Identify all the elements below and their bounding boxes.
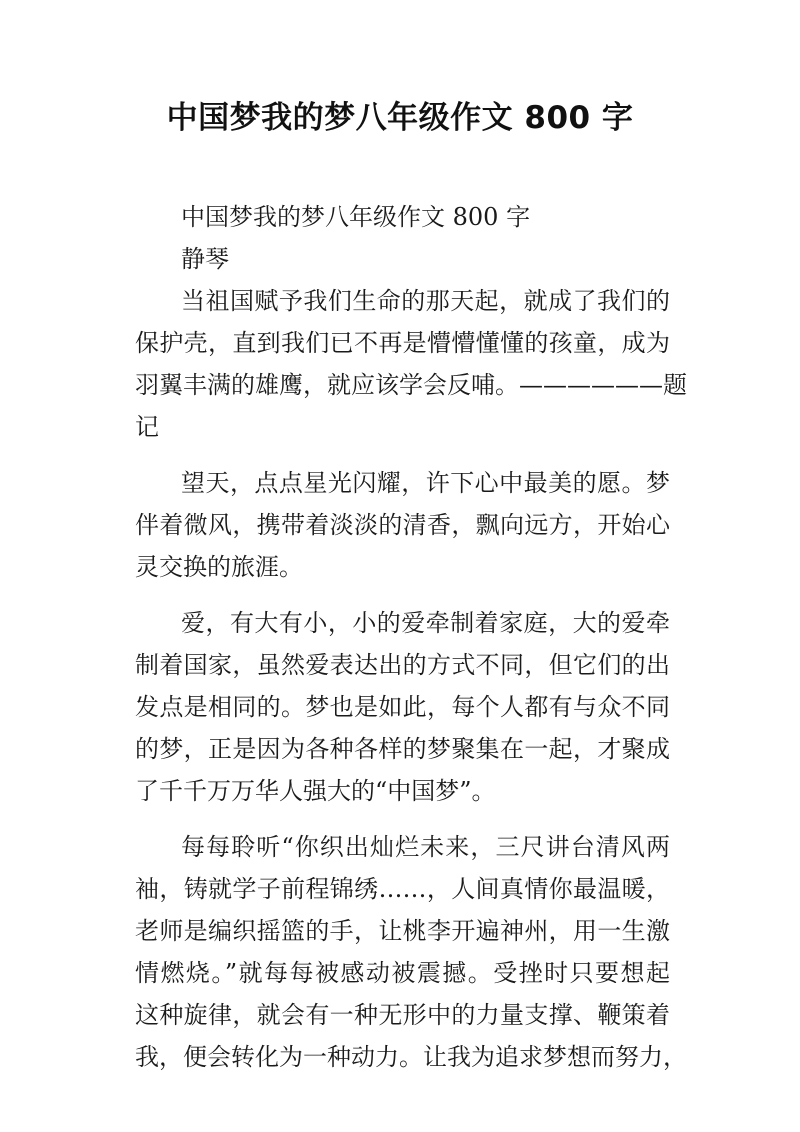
paragraph-line: 记: [135, 413, 159, 441]
paragraph-line: 我，便会转化为一种动力。让我为追求梦想而努力，: [135, 1043, 687, 1071]
paragraph-line: 了千千万万华人强大的“中国梦”。: [135, 777, 496, 805]
essay-body: [135, 196, 687, 1078]
paragraph-love: [135, 602, 670, 812]
paragraph-line: 当祖国赋予我们生命的那天起，就成了我们的: [181, 287, 670, 315]
paragraph-line: 袖，铸就学子前程锦绣……，人间真情你最温暖，: [135, 875, 670, 903]
paragraph-line: 发点是相同的。梦也是如此，每个人都有与众不同: [135, 693, 670, 721]
paragraph-epigraph: [135, 280, 687, 448]
paragraph-line: 望天，点点星光闪耀，许下心中最美的愿。梦: [181, 469, 670, 497]
paragraph-line: 羽翼丰满的雄鹰，就应该学会反哺。——————题: [135, 371, 687, 399]
essay-subtitle: 中国梦我的梦八年级作文 800 字: [181, 203, 531, 231]
paragraph-line: 保护壳，直到我们已不再是懵懵懂懂的孩童，成为: [135, 329, 670, 357]
page-title: 中国梦我的梦八年级作文 800 字: [166, 100, 634, 136]
paragraph-line: 老师是编织摇篮的手，让桃李开遍神州，用一生激: [135, 917, 670, 945]
paragraph-stars: [135, 462, 670, 588]
paragraph-line: 灵交换的旅涯。: [135, 553, 303, 581]
author-name: 静琴: [181, 245, 229, 273]
paragraph-line: 制着国家，虽然爱表达出的方式不同，但它们的出: [135, 651, 670, 679]
paragraph-line: 伴着微风，携带着淡淡的清香，飘向远方，开始心: [135, 511, 670, 539]
paragraph-line: 情燃烧。”就每每被感动被震撼。受挫时只要想起: [135, 959, 670, 987]
paragraph-line: 的梦，正是因为各种各样的梦聚集在一起，才聚成: [135, 735, 670, 763]
paragraph-line: 每每聆听“你织出灿烂未来，三尺讲台清风两: [181, 833, 670, 861]
paragraph-line: 这种旋律，就会有一种无形中的力量支撑、鞭策着: [135, 1001, 670, 1029]
paragraph-line: 爱，有大有小，小的爱牵制着家庭，大的爱牵: [181, 609, 670, 637]
paragraph-teacher: [135, 826, 687, 1078]
